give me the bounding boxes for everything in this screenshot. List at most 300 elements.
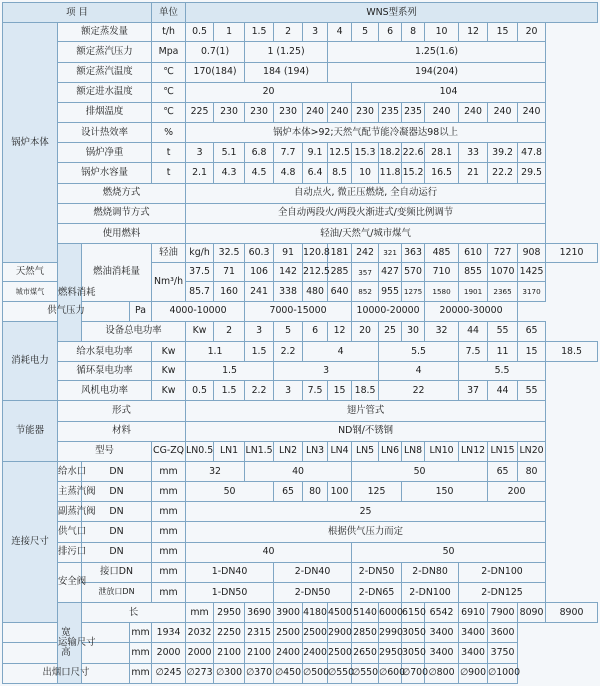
table-cell: 3 xyxy=(303,23,328,42)
table-cell: 5140 xyxy=(352,603,379,623)
table-row xyxy=(3,163,598,183)
table-cell: 80 xyxy=(518,461,546,481)
table-row xyxy=(3,102,598,122)
table-cell: 2-DN50 xyxy=(274,582,352,602)
table-cell: 1-DN50 xyxy=(186,582,274,602)
table-cell: 65 xyxy=(518,321,546,341)
table-cell: 设备总电功率 xyxy=(82,321,186,341)
table-cell: 给水口 xyxy=(58,461,82,481)
table-cell: 2400 xyxy=(303,643,328,663)
table-cell: 锅炉净重 xyxy=(58,143,152,163)
table-cell: 5 xyxy=(352,23,379,42)
table-cell: 242 xyxy=(352,244,379,263)
table-cell: 15 xyxy=(488,23,518,42)
table-cell: 2-DN100 xyxy=(402,582,459,602)
table-cell: DN xyxy=(82,542,152,562)
table-cell: 235 xyxy=(402,102,425,122)
table-cell: 727 xyxy=(488,244,518,263)
table-row xyxy=(3,401,598,421)
table-row xyxy=(3,341,598,361)
table-cell: ∅900 xyxy=(459,663,488,683)
table-cell: 2-DN125 xyxy=(459,582,546,602)
table-cell: 轻油 xyxy=(152,244,186,263)
table-cell: 16.5 xyxy=(425,163,459,183)
table-cell: 6150 xyxy=(402,603,425,623)
table-cell: 65 xyxy=(488,461,518,481)
table-cell: 230 xyxy=(274,102,303,122)
table-cell: 104 xyxy=(352,82,546,102)
table-cell: 排污口 xyxy=(58,542,82,562)
table-cell: 3400 xyxy=(425,623,459,643)
table-cell: 接口DN xyxy=(82,562,152,582)
table-cell: 2-DN50 xyxy=(352,562,402,582)
table-cell: 40 xyxy=(245,461,352,481)
table-cell: 160 xyxy=(214,282,245,301)
table-cell: 4500 xyxy=(328,603,352,623)
table-cell: 3750 xyxy=(488,643,518,663)
table-cell: 71 xyxy=(214,263,245,282)
table-cell: 3 xyxy=(245,321,274,341)
table-row xyxy=(3,82,598,102)
table-cell: 2 xyxy=(214,321,245,341)
table-cell: 22 xyxy=(379,381,459,401)
section-connection: 连接尺寸 xyxy=(3,461,58,622)
table-cell: ND钢/不锈钢 xyxy=(186,421,546,441)
table-cell: 3600 xyxy=(488,623,518,643)
table-cell: 85.7 xyxy=(186,282,214,301)
table-cell: 7.5 xyxy=(303,381,328,401)
table-cell: 燃油消耗量 xyxy=(82,244,152,301)
table-cell: 1-DN40 xyxy=(186,562,274,582)
table-cell: 2315 xyxy=(245,623,274,643)
table-cell: t/h xyxy=(152,23,186,42)
table-row xyxy=(3,362,598,381)
section-power: 消耗电力 xyxy=(3,321,58,401)
table-cell: LN12 xyxy=(459,441,488,461)
table-cell: 3400 xyxy=(425,643,459,663)
table-cell: 3400 xyxy=(459,643,488,663)
table-cell: 40 xyxy=(186,542,352,562)
table-cell: LN5 xyxy=(352,441,379,461)
table-cell: 3400 xyxy=(459,623,488,643)
table-cell: 1.5 xyxy=(245,23,274,42)
table-cell: 1210 xyxy=(546,244,598,263)
table-cell: 235 xyxy=(379,102,402,122)
table-cell: 240 xyxy=(488,102,518,122)
table-cell: 485 xyxy=(425,244,459,263)
table-cell: 5.1 xyxy=(214,143,245,163)
table-cell: 2.2 xyxy=(274,341,303,361)
table-cell: ∅370 xyxy=(245,663,274,683)
table-cell: 3900 xyxy=(274,603,303,623)
table-row xyxy=(3,441,598,461)
table-cell: 363 xyxy=(402,244,425,263)
table-cell: 额定蒸汽温度 xyxy=(58,62,152,82)
table-cell: ∅550 xyxy=(328,663,352,683)
table-cell: 宽 xyxy=(3,623,130,643)
table-cell: 18.2 xyxy=(379,143,402,163)
table-cell: ℃ xyxy=(152,62,186,82)
table-cell: 37.5 xyxy=(186,263,214,282)
table-cell: 20000-30000 xyxy=(425,301,518,321)
table-cell: 7900 xyxy=(488,603,518,623)
table-cell: Pa xyxy=(130,301,152,321)
table-cell: ∅700 xyxy=(402,663,425,683)
table-cell: 44 xyxy=(459,321,488,341)
table-cell: LN0.5 xyxy=(186,441,214,461)
table-cell: 240 xyxy=(425,102,459,122)
table-cell: ∅300 xyxy=(214,663,245,683)
table-cell: 44 xyxy=(488,381,518,401)
table-cell: ∅550 xyxy=(352,663,379,683)
table-cell: 25 xyxy=(379,321,402,341)
table-cell: 设计热效率 xyxy=(58,123,152,143)
table-cell: LN6 xyxy=(379,441,402,461)
table-row xyxy=(3,562,598,582)
table-cell: 55 xyxy=(518,381,546,401)
table-row xyxy=(3,62,598,82)
table-cell: 47.8 xyxy=(518,143,546,163)
table-cell: 型号 xyxy=(58,441,152,461)
table-cell: 194(204) xyxy=(328,62,546,82)
table-cell: 2-DN40 xyxy=(274,562,352,582)
table-cell: 1.25(1.6) xyxy=(328,42,546,62)
table-cell: 29.5 xyxy=(518,163,546,183)
table-cell: 锅炉本体>92;天然气配节能冷凝器达98以上 xyxy=(186,123,546,143)
table-cell: 2032 xyxy=(186,623,214,643)
table-cell: 4.8 xyxy=(274,163,303,183)
section-transport: 运输尺寸 xyxy=(58,603,82,684)
table-row xyxy=(3,123,598,143)
table-cell: 100 xyxy=(328,482,352,502)
table-cell: DN xyxy=(82,482,152,502)
table-cell: 翅片管式 xyxy=(186,401,546,421)
table-cell: 1.5 xyxy=(245,341,274,361)
table-cell: 1934 xyxy=(152,623,186,643)
table-cell: LN2 xyxy=(274,441,303,461)
table-cell: 1.5 xyxy=(186,362,274,381)
table-cell: 轻油/天然气/城市煤气 xyxy=(186,223,546,243)
table-cell: 11.8 xyxy=(379,163,402,183)
table-cell: 18.5 xyxy=(546,341,598,361)
table-cell: ∅1000 xyxy=(488,663,518,683)
table-cell: 3050 xyxy=(402,643,425,663)
table-cell: ∅800 xyxy=(425,663,459,683)
table-cell: mm xyxy=(186,603,214,623)
table-cell: 12 xyxy=(328,321,352,341)
table-cell: 6.4 xyxy=(303,163,328,183)
table-cell: 2250 xyxy=(214,623,245,643)
section-economizer: 节能器 xyxy=(3,401,58,462)
table-cell: 5 xyxy=(274,321,303,341)
table-cell: 2-DN100 xyxy=(459,562,546,582)
table-cell: 使用燃料 xyxy=(58,223,186,243)
table-cell: 37 xyxy=(459,381,488,401)
table-row xyxy=(3,381,598,401)
table-cell: mm xyxy=(130,643,152,663)
table-cell: Kw xyxy=(152,381,186,401)
table-cell: t xyxy=(152,163,186,183)
specification-table xyxy=(2,2,598,684)
table-cell: 120.8 xyxy=(303,244,328,263)
table-cell: 60.3 xyxy=(245,244,274,263)
table-cell: Kw xyxy=(152,362,186,381)
table-cell: 2365 xyxy=(488,282,518,301)
table-cell: 8090 xyxy=(518,603,546,623)
table-cell: 全自动两段火/两段火渐进式/变频比例调节 xyxy=(186,203,546,223)
table-cell: 181 xyxy=(328,244,352,263)
table-cell: 额定蒸发量 xyxy=(58,23,152,42)
table-cell: 燃烧方式 xyxy=(58,183,186,203)
table-row xyxy=(3,301,598,321)
table-cell: LN20 xyxy=(518,441,546,461)
table-cell: 2650 xyxy=(352,643,379,663)
table-cell: 908 xyxy=(518,244,546,263)
table-cell: 0.5 xyxy=(186,381,214,401)
table-cell: 65 xyxy=(274,482,303,502)
table-cell: 230 xyxy=(352,102,379,122)
table-cell: 10 xyxy=(352,163,379,183)
spec-sheet xyxy=(2,2,598,684)
table-row xyxy=(3,23,598,42)
table-cell: t xyxy=(152,143,186,163)
table-row xyxy=(3,542,598,562)
table-cell: 根据供气压力而定 xyxy=(186,522,546,542)
table-cell: Kw xyxy=(152,341,186,361)
table-cell: kg/h xyxy=(186,244,214,263)
table-cell: 230 xyxy=(245,102,274,122)
table-cell: 91 xyxy=(274,244,303,263)
table-row xyxy=(3,461,598,481)
table-cell: 55 xyxy=(488,321,518,341)
table-row xyxy=(3,522,598,542)
table-cell: 240 xyxy=(518,102,546,122)
table-cell: 855 xyxy=(459,263,488,282)
table-cell: 1070 xyxy=(488,263,518,282)
table-cell: 材料 xyxy=(58,421,186,441)
table-cell: 3 xyxy=(274,381,303,401)
table-cell: 225 xyxy=(186,102,214,122)
table-cell: 10000-20000 xyxy=(352,301,425,321)
table-row xyxy=(3,244,598,263)
table-cell: 给水泵电功率 xyxy=(58,341,152,361)
table-cell: 125 xyxy=(352,482,402,502)
table-cell: 184 (194) xyxy=(245,62,328,82)
table-cell: 7.7 xyxy=(274,143,303,163)
table-cell: 212.5 xyxy=(303,263,328,282)
table-cell: 142 xyxy=(274,263,303,282)
table-cell: 3050 xyxy=(402,623,425,643)
table-cell: 1 xyxy=(214,23,245,42)
table-cell: 2500 xyxy=(303,623,328,643)
table-cell: 8.5 xyxy=(328,163,352,183)
table-cell: 1580 xyxy=(425,282,459,301)
table-cell: 106 xyxy=(245,263,274,282)
table-cell: 570 xyxy=(402,263,425,282)
table-cell: 排烟温度 xyxy=(58,102,152,122)
table-cell: 2 xyxy=(274,23,303,42)
table-cell: 610 xyxy=(459,244,488,263)
table-cell: 7000-15000 xyxy=(245,301,352,321)
table-cell: 50 xyxy=(186,482,274,502)
table-cell: 4 xyxy=(328,23,352,42)
table-cell: 额定进水温度 xyxy=(58,82,152,102)
table-cell: mm xyxy=(152,502,186,522)
table-cell: 高 xyxy=(3,643,130,663)
table-cell: 21 xyxy=(459,163,488,183)
table-cell: 33 xyxy=(459,143,488,163)
table-cell: 30 xyxy=(402,321,425,341)
table-cell: CG-ZQ xyxy=(152,441,186,461)
table-cell: 427 xyxy=(379,263,402,282)
table-cell: 1 (1.25) xyxy=(245,42,328,62)
table-cell: 4000-10000 xyxy=(152,301,245,321)
table-cell: 640 xyxy=(328,282,352,301)
table-cell: 天然气 xyxy=(3,263,58,282)
table-cell: 副蒸汽阀 xyxy=(58,502,82,522)
table-cell: 338 xyxy=(274,282,303,301)
table-cell: 8900 xyxy=(546,603,598,623)
table-cell: 241 xyxy=(245,282,274,301)
table-row xyxy=(3,603,598,623)
table-cell: 2990 xyxy=(379,623,402,643)
table-cell: 7.5 xyxy=(459,341,488,361)
section-boiler: 锅炉本体 xyxy=(3,23,58,263)
table-cell: 15 xyxy=(518,341,546,361)
table-cell: mm xyxy=(152,482,186,502)
table-cell: LN1.5 xyxy=(245,441,274,461)
table-cell: 710 xyxy=(425,263,459,282)
table-cell: mm xyxy=(152,542,186,562)
table-cell: 32 xyxy=(425,321,459,341)
table-cell: 170(184) xyxy=(186,62,245,82)
table-cell: 0.5 xyxy=(186,23,214,42)
table-cell: 5.5 xyxy=(459,362,546,381)
table-cell: 锅炉水容量 xyxy=(58,163,152,183)
table-cell: LN8 xyxy=(402,441,425,461)
table-cell: 4.5 xyxy=(245,163,274,183)
table-cell: 12 xyxy=(459,23,488,42)
table-cell: 15 xyxy=(328,381,352,401)
table-cell: 20 xyxy=(186,82,352,102)
table-cell: 230 xyxy=(214,102,245,122)
table-cell: 2100 xyxy=(245,643,274,663)
table-cell: 200 xyxy=(488,482,546,502)
table-cell: 2850 xyxy=(352,623,379,643)
table-cell: 2-DN65 xyxy=(352,582,402,602)
table-row xyxy=(3,502,598,522)
table-cell: 4180 xyxy=(303,603,328,623)
table-cell: 357 xyxy=(352,263,379,282)
table-cell: 4.3 xyxy=(214,163,245,183)
table-cell: DN xyxy=(82,461,152,481)
table-row xyxy=(3,223,598,243)
table-cell: 480 xyxy=(303,282,328,301)
table-cell: 955 xyxy=(379,282,402,301)
table-cell: 22.6 xyxy=(402,143,425,163)
table-cell: 6 xyxy=(303,321,328,341)
table-cell: 2.1 xyxy=(186,163,214,183)
table-cell: 形式 xyxy=(58,401,186,421)
table-cell: 2950 xyxy=(214,603,245,623)
table-cell: LN10 xyxy=(425,441,459,461)
table-cell: 2500 xyxy=(274,623,303,643)
table-cell: 3170 xyxy=(518,282,546,301)
table-cell: 长 xyxy=(82,603,186,623)
table-cell: 风机电功率 xyxy=(58,381,152,401)
table-cell: Kw xyxy=(186,321,214,341)
table-cell: 20 xyxy=(518,23,546,42)
table-cell: 39.2 xyxy=(488,143,518,163)
table-cell: 5.5 xyxy=(379,341,459,361)
table-cell: 32 xyxy=(186,461,245,481)
table-cell: 12.5 xyxy=(328,143,352,163)
table-cell: 城市煤气 xyxy=(3,282,58,301)
table-cell: 供气口 xyxy=(58,522,82,542)
table-cell: % xyxy=(152,123,186,143)
table-cell: 20 xyxy=(352,321,379,341)
table-cell: Mpa xyxy=(152,42,186,62)
table-cell: 2000 xyxy=(186,643,214,663)
table-cell: 32.5 xyxy=(214,244,245,263)
table-cell: 循环泵电功率 xyxy=(58,362,152,381)
table-cell: 1425 xyxy=(518,263,546,282)
table-cell: ∅450 xyxy=(274,663,303,683)
table-cell: 6542 xyxy=(425,603,459,623)
table-cell: 1275 xyxy=(402,282,425,301)
table-cell: 3 xyxy=(274,362,379,381)
table-cell: LN1 xyxy=(214,441,245,461)
table-cell: ∅245 xyxy=(152,663,186,683)
table-cell: ∅500 xyxy=(303,663,328,683)
table-cell: 50 xyxy=(352,542,546,562)
table-cell: 2-DN80 xyxy=(402,562,459,582)
table-cell: ∅273 xyxy=(186,663,214,683)
table-cell: 泄放口DN xyxy=(82,582,152,602)
table-cell: 2400 xyxy=(274,643,303,663)
table-cell: 240 xyxy=(459,102,488,122)
table-cell: DN xyxy=(82,502,152,522)
table-cell: 28.1 xyxy=(425,143,459,163)
table-cell: mm xyxy=(152,562,186,582)
table-cell: 6000 xyxy=(379,603,402,623)
table-cell: 6910 xyxy=(459,603,488,623)
table-cell: 15.3 xyxy=(352,143,379,163)
table-cell: LN15 xyxy=(488,441,518,461)
table-cell: 安全阀 xyxy=(58,562,82,602)
table-row xyxy=(3,42,598,62)
table-cell: 1.1 xyxy=(186,341,245,361)
table-row xyxy=(3,143,598,163)
table-cell: ℃ xyxy=(152,102,186,122)
table-cell: ℃ xyxy=(152,82,186,102)
table-cell: 供气压力 xyxy=(3,301,130,321)
table-cell: 150 xyxy=(402,482,488,502)
table-cell: 10 xyxy=(425,23,459,42)
header-unit: 单位 xyxy=(152,3,186,23)
table-cell: 1901 xyxy=(459,282,488,301)
table-cell: 6.8 xyxy=(245,143,274,163)
table-cell: 2500 xyxy=(328,643,352,663)
table-cell: mm xyxy=(152,582,186,602)
table-cell: 240 xyxy=(303,102,328,122)
table-cell: 额定蒸汽压力 xyxy=(58,42,152,62)
table-row xyxy=(3,203,598,223)
table-cell: 25 xyxy=(186,502,546,522)
table-cell: 2000 xyxy=(152,643,186,663)
table-cell: 852 xyxy=(352,282,379,301)
table-row xyxy=(3,663,598,683)
